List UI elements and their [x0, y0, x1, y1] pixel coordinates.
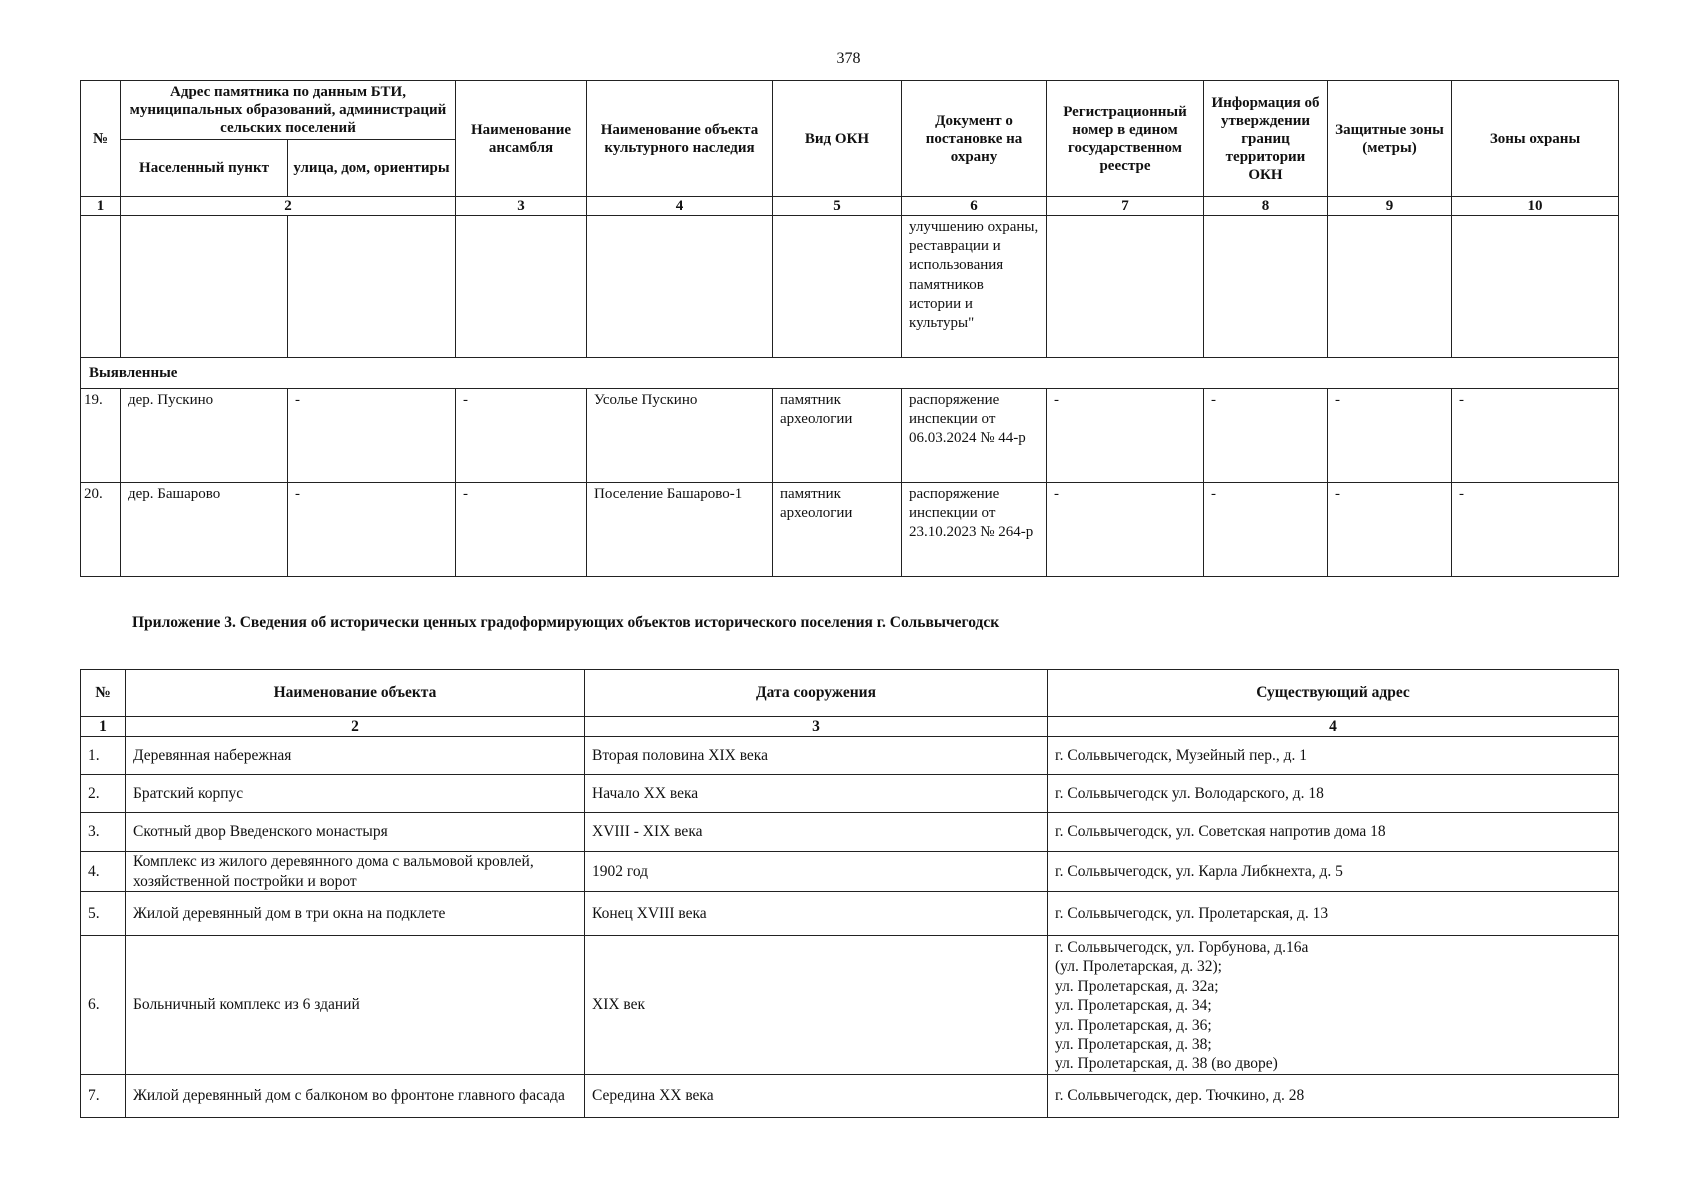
header-okn-type: Вид ОКН — [773, 81, 902, 197]
row-num: 20. — [81, 483, 121, 577]
header-protection-zones: Зоны охраны — [1452, 81, 1619, 197]
column-index-row — [81, 717, 1619, 737]
column-index: 7 — [1047, 197, 1204, 216]
table-row — [81, 852, 1619, 892]
row-reg-number: - — [1047, 389, 1204, 483]
column-index: 1 — [81, 717, 126, 737]
header-num: № — [81, 670, 126, 717]
row-address: г. Сольвычегодск, ул. Пролетарская, д. 13 — [1048, 892, 1619, 936]
row-object-name: Больничный комплекс из 6 зданий — [126, 936, 585, 1075]
row-object-name: Комплекс из жилого деревянного дома с вальмовой кровлей, хозяйственной постройки и ворот — [126, 852, 585, 892]
row-build-date: XVIII - XIX века — [585, 813, 1048, 852]
continuation-document-text: улучшению охраны, реставрации и использования памятников истории и культуры" — [902, 216, 1047, 358]
continuation-row — [81, 216, 1619, 358]
address-line: ул. Пролетарская, д. 38 (во дворе) — [1055, 1055, 1278, 1073]
header-build-date: Дата сооружения — [585, 670, 1048, 717]
row-reg-number: - — [1047, 483, 1204, 577]
header-object-name: Наименование объекта культурного наследия — [587, 81, 773, 197]
section-label: Выявленные — [81, 358, 1619, 389]
appendix-title: Приложение 3. Сведения об исторически ценных градоформирующих объектов исторического поселения г. Сольвычегодск — [132, 614, 1000, 631]
page-number: 378 — [836, 50, 861, 67]
header-settlement: Населенный пункт — [121, 140, 288, 197]
row-object-name: Братский корпус — [126, 775, 585, 813]
header-protective-zones: Защитные зоны (метры) — [1328, 81, 1452, 197]
table-row — [81, 1075, 1619, 1118]
row-num: 3. — [81, 813, 126, 852]
address-line: ул. Пролетарская, д. 38; — [1055, 1035, 1212, 1053]
table-row — [81, 936, 1619, 1075]
row-settlement: дер. Башарово — [121, 483, 288, 577]
address-line: ул. Пролетарская, д. 34; — [1055, 997, 1212, 1015]
row-num: 7. — [81, 1075, 126, 1118]
row-num: 19. — [81, 389, 121, 483]
header-num: № — [81, 81, 121, 197]
table-row — [81, 737, 1619, 775]
row-object-name: Скотный двор Введенского монастыря — [126, 813, 585, 852]
address-line: ул. Пролетарская, д. 36; — [1055, 1016, 1212, 1034]
column-index: 3 — [585, 717, 1048, 737]
row-object-name: Усолье Пускино — [587, 389, 773, 483]
column-index: 4 — [1048, 717, 1619, 737]
row-protection-zones: - — [1452, 483, 1619, 577]
row-street: - — [288, 483, 456, 577]
column-index: 2 — [121, 197, 456, 216]
row-object-name: Жилой деревянный дом с балконом во фронтоне главного фасада — [126, 1075, 585, 1118]
row-address: г. Сольвычегодск, дер. Тючкино, д. 28 — [1048, 1075, 1619, 1118]
column-index: 10 — [1452, 197, 1619, 216]
row-address — [1048, 936, 1619, 1075]
row-object-name: Жилой деревянный дом в три окна на подклете — [126, 892, 585, 936]
table-row — [81, 775, 1619, 813]
row-address: г. Сольвычегодск, ул. Советская напротив дома 18 — [1048, 813, 1619, 852]
column-index: 5 — [773, 197, 902, 216]
section-row — [81, 358, 1619, 389]
row-build-date: Начало XX века — [585, 775, 1048, 813]
header-ensemble: Наименование ансамбля — [456, 81, 587, 197]
column-index: 1 — [81, 197, 121, 216]
table-row — [81, 892, 1619, 936]
row-address: г. Сольвычегодск, Музейный пер., д. 1 — [1048, 737, 1619, 775]
header-address-group: Адрес памятника по данным БТИ, муниципальных образований, администраций сельских поселений — [121, 81, 456, 140]
row-settlement: дер. Пускино — [121, 389, 288, 483]
table-row — [81, 483, 1619, 577]
row-okn-type: памятник археологии — [773, 483, 902, 577]
row-num: 1. — [81, 737, 126, 775]
column-index: 6 — [902, 197, 1047, 216]
row-ensemble: - — [456, 389, 587, 483]
row-build-date: Середина XX века — [585, 1075, 1048, 1118]
header-boundaries-info: Информация об утверждении границ территории ОКН — [1204, 81, 1328, 197]
row-address: г. Сольвычегодск, ул. Карла Либкнехта, д. 5 — [1048, 852, 1619, 892]
column-index: 8 — [1204, 197, 1328, 216]
historic-objects-table — [80, 669, 1619, 1118]
row-object-name: Деревянная набережная — [126, 737, 585, 775]
row-num: 4. — [81, 852, 126, 892]
row-num: 5. — [81, 892, 126, 936]
column-index: 3 — [456, 197, 587, 216]
address-line: (ул. Пролетарская, д. 32); — [1055, 958, 1222, 976]
table-row — [81, 813, 1619, 852]
address-line: ул. Пролетарская, д. 32а; — [1055, 977, 1219, 995]
row-build-date: Конец XVIII века — [585, 892, 1048, 936]
row-num: 6. — [81, 936, 126, 1075]
row-build-date: XIX век — [585, 936, 1048, 1075]
row-object-name: Поселение Башарово-1 — [587, 483, 773, 577]
monuments-table — [80, 80, 1619, 577]
column-index: 9 — [1328, 197, 1452, 216]
row-document: распоряжение инспекции от 06.03.2024 № 44-р — [902, 389, 1047, 483]
row-protection-zones: - — [1452, 389, 1619, 483]
header-document: Документ о постановке на охрану — [902, 81, 1047, 197]
address-line: г. Сольвычегодск, ул. Горбунова, д.16а — [1055, 939, 1309, 956]
row-address: г. Сольвычегодск ул. Володарского, д. 18 — [1048, 775, 1619, 813]
row-boundaries-info: - — [1204, 483, 1328, 577]
row-num: 2. — [81, 775, 126, 813]
row-build-date: Вторая половина XIX века — [585, 737, 1048, 775]
row-ensemble: - — [456, 483, 587, 577]
row-street: - — [288, 389, 456, 483]
column-index: 4 — [587, 197, 773, 216]
row-okn-type: памятник археологии — [773, 389, 902, 483]
header-object-name: Наименование объекта — [126, 670, 585, 717]
column-index: 2 — [126, 717, 585, 737]
column-index-row — [81, 197, 1619, 216]
row-document: распоряжение инспекции от 23.10.2023 № 264-р — [902, 483, 1047, 577]
header-street: улица, дом, ориентиры — [288, 140, 456, 197]
row-protective-zones: - — [1328, 389, 1452, 483]
header-reg-number: Регистрационный номер в едином государственном реестре — [1047, 81, 1204, 197]
header-address: Существующий адрес — [1048, 670, 1619, 717]
row-build-date: 1902 год — [585, 852, 1048, 892]
row-boundaries-info: - — [1204, 389, 1328, 483]
row-protective-zones: - — [1328, 483, 1452, 577]
table-row — [81, 389, 1619, 483]
